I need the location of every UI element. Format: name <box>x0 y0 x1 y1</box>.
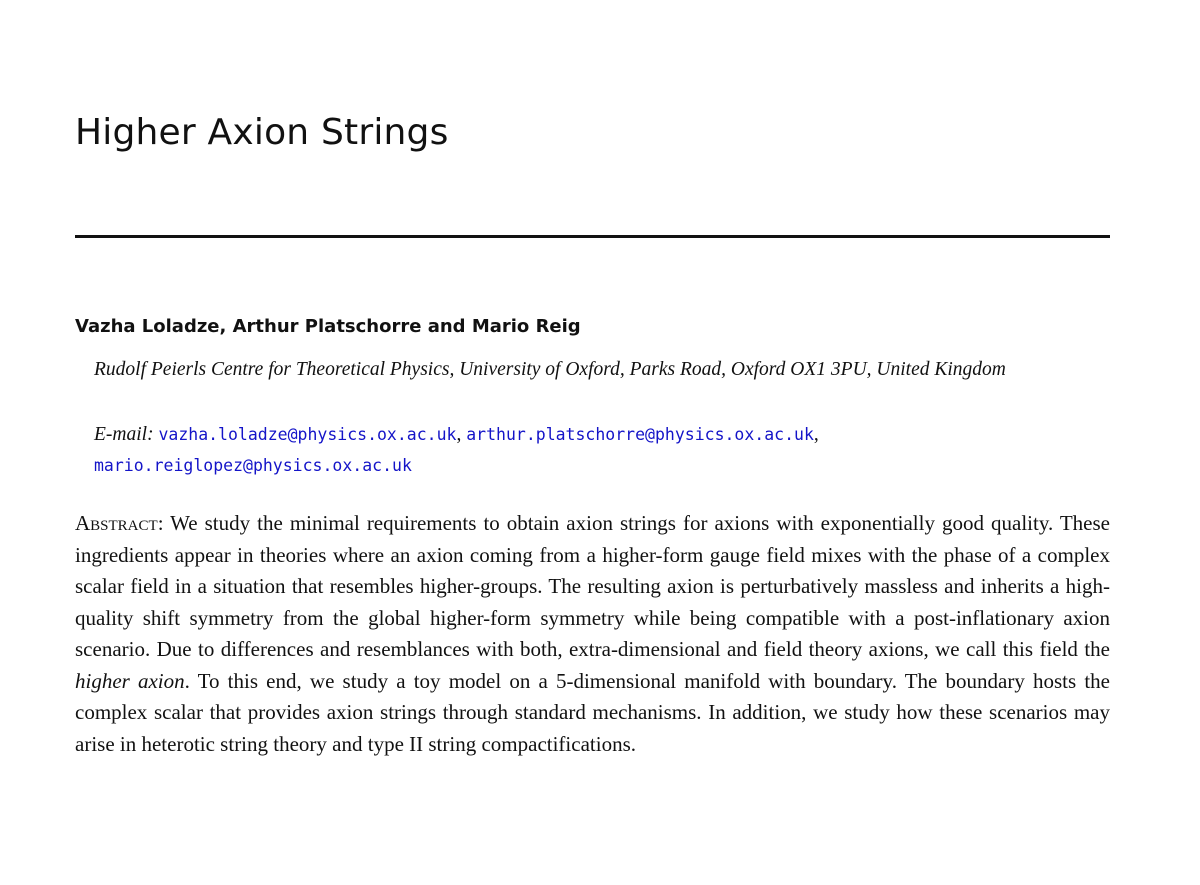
author-list: Vazha Loladze, Arthur Platschorre and Mario Reig <box>75 316 581 337</box>
email-separator: , <box>813 424 819 445</box>
email-link-platschorre[interactable]: arthur.platschorre@physics.ox.ac.uk <box>466 425 814 444</box>
email-link-loladze[interactable]: vazha.loladze@physics.ox.ac.uk <box>158 425 457 444</box>
abstract-text-part2: . To this end, we study a toy model on a 5-dimensional manifold with boundary. The boundary hosts the complex scalar that provides axion strings through standard mechanisms. In addition, we study how these scenarios may arise in heterotic string theory and type II string compactifications. <box>75 668 1110 756</box>
title-rule <box>75 235 1110 238</box>
abstract-emphasis: higher axion <box>75 668 185 693</box>
email-link-reig[interactable]: mario.reiglopez@physics.ox.ac.uk <box>94 456 412 475</box>
email-block <box>94 419 1110 481</box>
paper-title: Higher Axion Strings <box>75 112 449 153</box>
abstract: Abstract: We study the minimal requirements to obtain axion strings for axions with exponentially good quality. These ingredients appear in theories where an axion coming from a higher-form gauge field mixes with the phase of a complex scalar field in a situation that resembles higher-groups. The resulting axion is perturbatively massless and inherits a high-quality shift symmetry from the global higher-form symmetry while being compatible with a post-inflationary axion scenario. Due to differences and resemblances with both, extra-dimensional and field theory axions, we call this field the higher axion. To this end, we study a toy model on a 5-dimensional manifold with boundary. The boundary hosts the complex scalar that provides axion strings through standard mechanisms. In addition, we study how these scenarios may arise in heterotic string theory and type II string compactifications. <box>75 511 1110 756</box>
email-separator: , <box>456 424 462 445</box>
email-label: E-mail: <box>94 424 154 445</box>
abstract-heading: Abstract <box>75 511 158 535</box>
affiliation: Rudolf Peierls Centre for Theoretical Physics, University of Oxford, Parks Road, Oxford OX1 3PU, United Kingdom <box>94 359 1006 380</box>
abstract-text-part1: We study the minimal requirements to obtain axion strings for axions with exponentially good quality. These ingredients appear in theories where an axion coming from a higher-form gauge field mixes with the phase of a complex scalar field in a situation that resembles higher-groups. The resulting axion is perturbatively massless and inherits a high-quality shift symmetry from the global higher-form symmetry while being compatible with a post-inflationary axion scenario. Due to differences and resemblances with both, extra-dimensional and field theory axions, we call this field the <box>75 511 1110 661</box>
